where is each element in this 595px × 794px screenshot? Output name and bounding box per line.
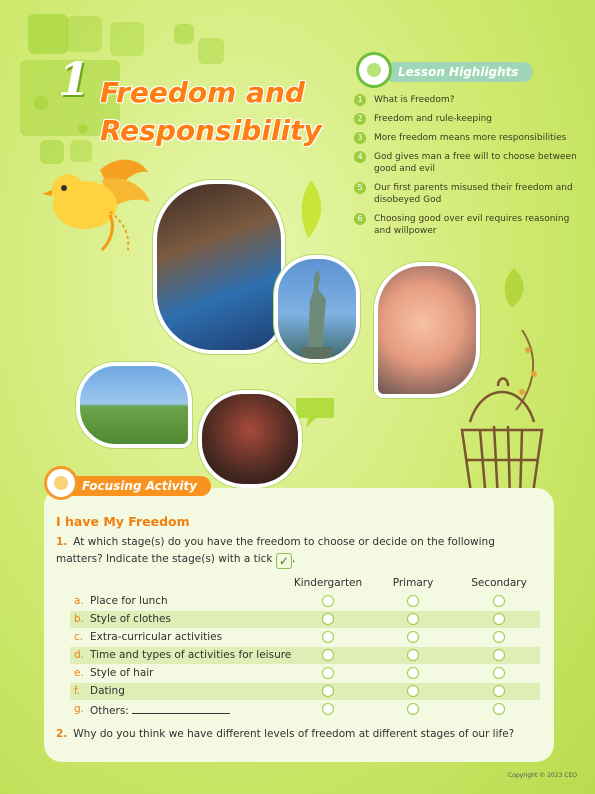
question-2 [56,726,544,743]
question-text: At which stage(s) do you have the freedom to choose or decide on the following matters? Indicate the stage(s) with a tick [56,536,495,565]
decor-square [66,16,102,52]
magnifier-icon [44,466,78,500]
highlight-text: Our first parents misused their freedom and disobeyed God [374,183,573,205]
option-letter: g. [74,703,85,715]
leaf-icon [296,180,326,240]
primary-radio[interactable] [407,631,419,643]
highlight-number: 2 [354,113,366,125]
highlight-text: Freedom and rule-keeping [374,114,493,124]
primary-radio[interactable] [407,703,419,715]
secondary-radio[interactable] [493,685,505,697]
question-number: 1. [56,536,68,548]
chapter-title-line1: Freedom and [100,76,305,109]
option-row [70,665,540,682]
copyright-text: Copyright © 2023 CEO [507,772,577,779]
highlight-text: Choosing good over evil requires reasoning and willpower [374,214,570,236]
secondary-radio[interactable] [493,613,505,625]
option-text-label: Others: [90,705,129,717]
highlight-text: God gives man a free will to choose between good and evil [374,152,577,174]
kindergarten-radio[interactable] [322,685,334,697]
option-letter: a. [74,595,84,607]
option-letter: f. [74,685,81,697]
highlight-number: 6 [354,213,366,225]
option-letter: b. [74,613,85,625]
question-1: 1. At which stage(s) do you have the freedom to choose or decide on the following matters? Indicate the stage(s) with a tick ✓ . [56,536,495,568]
kindergarten-radio[interactable] [322,595,334,607]
others-input[interactable] [132,703,230,714]
section-title: I have My Freedom [56,514,190,529]
chapter-title [100,74,322,150]
highlight-item [352,132,587,144]
option-letter: d. [74,649,85,661]
option-text: Extra-curricular activities [90,631,223,643]
decor-square [34,96,48,110]
option-row [70,683,540,700]
highlight-number: 4 [354,151,366,163]
decor-square [110,22,144,56]
option-letter: c. [74,631,84,643]
lesson-highlights-title: Lesson Highlights [384,62,533,82]
kindergarten-radio[interactable] [322,667,334,679]
photo-crowd-celebrating [198,390,302,488]
photo-statue-of-liberty [274,255,360,363]
option-row [70,647,540,664]
secondary-radio[interactable] [493,667,505,679]
option-text: Style of clothes [90,613,171,625]
column-header-kindergarten: Kindergarten [293,577,363,589]
focusing-activity-label: Focusing Activity [70,476,211,496]
decor-square [78,124,88,134]
chapter-title-line2: Responsibility [100,114,322,147]
option-text: Time and types of activities for leisure [90,649,292,661]
question-number: 2. [56,728,68,740]
option-text [90,703,230,717]
option-text: Style of hair [90,667,154,679]
highlight-text: What is Freedom? [374,95,455,105]
target-icon [356,52,392,88]
column-header-secondary: Secondary [471,577,527,589]
option-row [70,701,540,718]
photo-children-arms-up [153,180,285,354]
decor-square [198,38,224,64]
highlight-item [352,213,587,237]
decor-square [174,24,194,44]
highlight-item [352,151,587,175]
option-row [70,611,540,628]
option-row [70,629,540,646]
highlights-list [352,94,587,237]
highlight-number: 5 [354,182,366,194]
highlight-item [352,113,587,125]
highlight-number: 3 [354,132,366,144]
highlight-item [352,94,587,106]
primary-radio[interactable] [407,649,419,661]
decor-square [28,14,68,54]
question-text: Why do you think we have different levels of freedom at different stages of our life? [73,728,515,740]
kindergarten-radio[interactable] [322,649,334,661]
highlight-number: 1 [354,94,366,106]
lesson-highlights [352,58,587,244]
option-text: Place for lunch [90,595,168,607]
primary-radio[interactable] [407,667,419,679]
column-header-primary: Primary [392,577,434,589]
kindergarten-radio[interactable] [322,703,334,715]
secondary-radio[interactable] [493,649,505,661]
kindergarten-radio[interactable] [322,631,334,643]
highlight-text: More freedom means more responsibilities [374,133,567,143]
chapter-number: 1 [58,52,91,106]
statue-of-liberty-icon [278,259,356,359]
bird-icon [40,150,160,260]
tick-icon: ✓ [276,553,292,569]
highlight-item [352,182,587,206]
primary-radio[interactable] [407,613,419,625]
secondary-radio[interactable] [493,595,505,607]
primary-radio[interactable] [407,685,419,697]
option-letter: e. [74,667,84,679]
kindergarten-radio[interactable] [322,613,334,625]
secondary-radio[interactable] [493,631,505,643]
option-text: Dating [90,685,125,697]
option-row [70,593,540,610]
lesson-highlights-badge [352,58,587,86]
secondary-radio[interactable] [493,703,505,715]
primary-radio[interactable] [407,595,419,607]
photo-people-jumping [76,362,192,448]
leaf-icon [500,268,528,308]
